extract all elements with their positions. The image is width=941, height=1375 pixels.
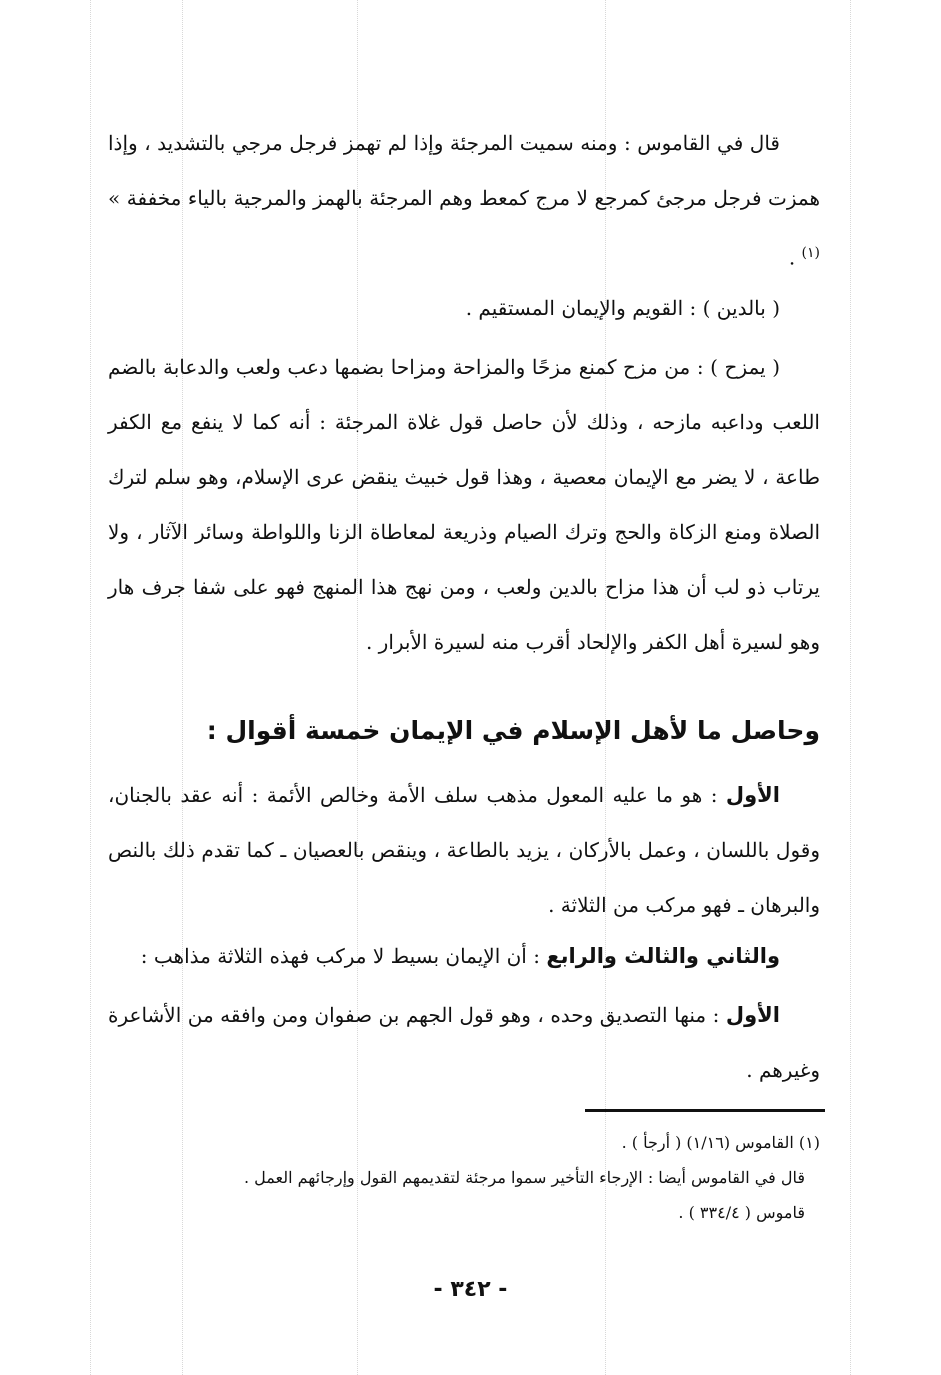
paragraph-bil-din <box>108 281 820 336</box>
item-lead: والثاني والثالث والرابع <box>546 944 780 968</box>
item-text: : هو ما عليه المعول مذهب سلف الأمة وخالص الأئمة : أنه عقد بالجنان، وقول باللسان ، وعمل بالأركان ، يزيد بالطاعة ، وينقص بالعصيان ـ كما تقدم ذلك بالنص والبرهان ـ فهو مركب من الثلاثة . <box>108 783 820 917</box>
item-first-of-three <box>108 988 820 1098</box>
paragraph-text: ( بالدين ) : القويم والإيمان المستقيم . <box>465 296 780 320</box>
footnote-line: قال في القاموس أيضا : الإرجاء التأخير سموا مرجئة لتقديمهم القول وإرجائهم العمل . <box>243 1168 805 1187</box>
paragraph-quote-qamus <box>108 116 820 286</box>
footnote-line: قاموس ( ٣٣٤/٤ ) . <box>678 1203 805 1222</box>
item-text: : أن الإيمان بسيط لا مركب فهذه الثلاثة مذاهب : <box>140 944 540 968</box>
section-heading: وحاصل ما لأهل الإسلام في الإيمان خمسة أقوال : <box>206 716 820 745</box>
footnotes <box>108 1125 820 1230</box>
footnote-separator <box>585 1109 825 1112</box>
paragraph-text: قال في القاموس : ومنه سميت المرجئة وإذا لم تهمز فرجل مرجي بالتشديد ، وإذا همزت فرجل مرجئ كمرجع لا مرج كمعط وهم المرجئة بالهمز والمرجية بالياء مخففة » <box>108 131 820 210</box>
footnote-line: (١) القاموس (١/١٦) ( أرجأ ) . <box>621 1133 820 1152</box>
scan-guide-line <box>850 0 851 1375</box>
paragraph-text: ( يمزح ) : من مزح كمنع مزحًا والمزاحة ومزاحا بضمها دعب ولعب والدعابة بالضم اللعب وداعبه مازحه ، وذلك لأن حاصل قول غلاة المرجئة : أنه كما لا ينفع مع الكفر طاعة ، لا يضر مع الإيمان معصية ، وهذا قول خبيث ينقض عرى الإسلام، وهو سلم لترك الصلاة ومنع الزكاة والحج وترك الصيام وذريعة لمعاطاة الزنا واللواطة وسائر الآثار ، ولا يرتاب ذو لب أن هذا مزاح بالدين ولعب ، ومن نهج هذا المنهج فهو على شفا جرف هار وهو لسيرة أهل الكفر والإلحاد أقرب منه لسيرة الأبرار . <box>108 355 820 654</box>
item-second-third-fourth <box>108 929 820 984</box>
page-number: - ٣٤٢ - <box>433 1277 508 1302</box>
item-first-opinion <box>108 768 820 933</box>
scan-guide-line <box>90 0 91 1375</box>
item-lead: الأول <box>725 783 781 807</box>
item-lead: الأول <box>725 1003 780 1027</box>
sentence-end: . <box>788 245 796 270</box>
paragraph-yamzah <box>108 340 820 670</box>
item-text: : منها التصديق وحده ، وهو قول الجهم بن صفوان ومن وافقه من الأشاعرة وغيرهم . <box>108 1003 820 1082</box>
footnote-reference: (١) <box>801 245 820 261</box>
